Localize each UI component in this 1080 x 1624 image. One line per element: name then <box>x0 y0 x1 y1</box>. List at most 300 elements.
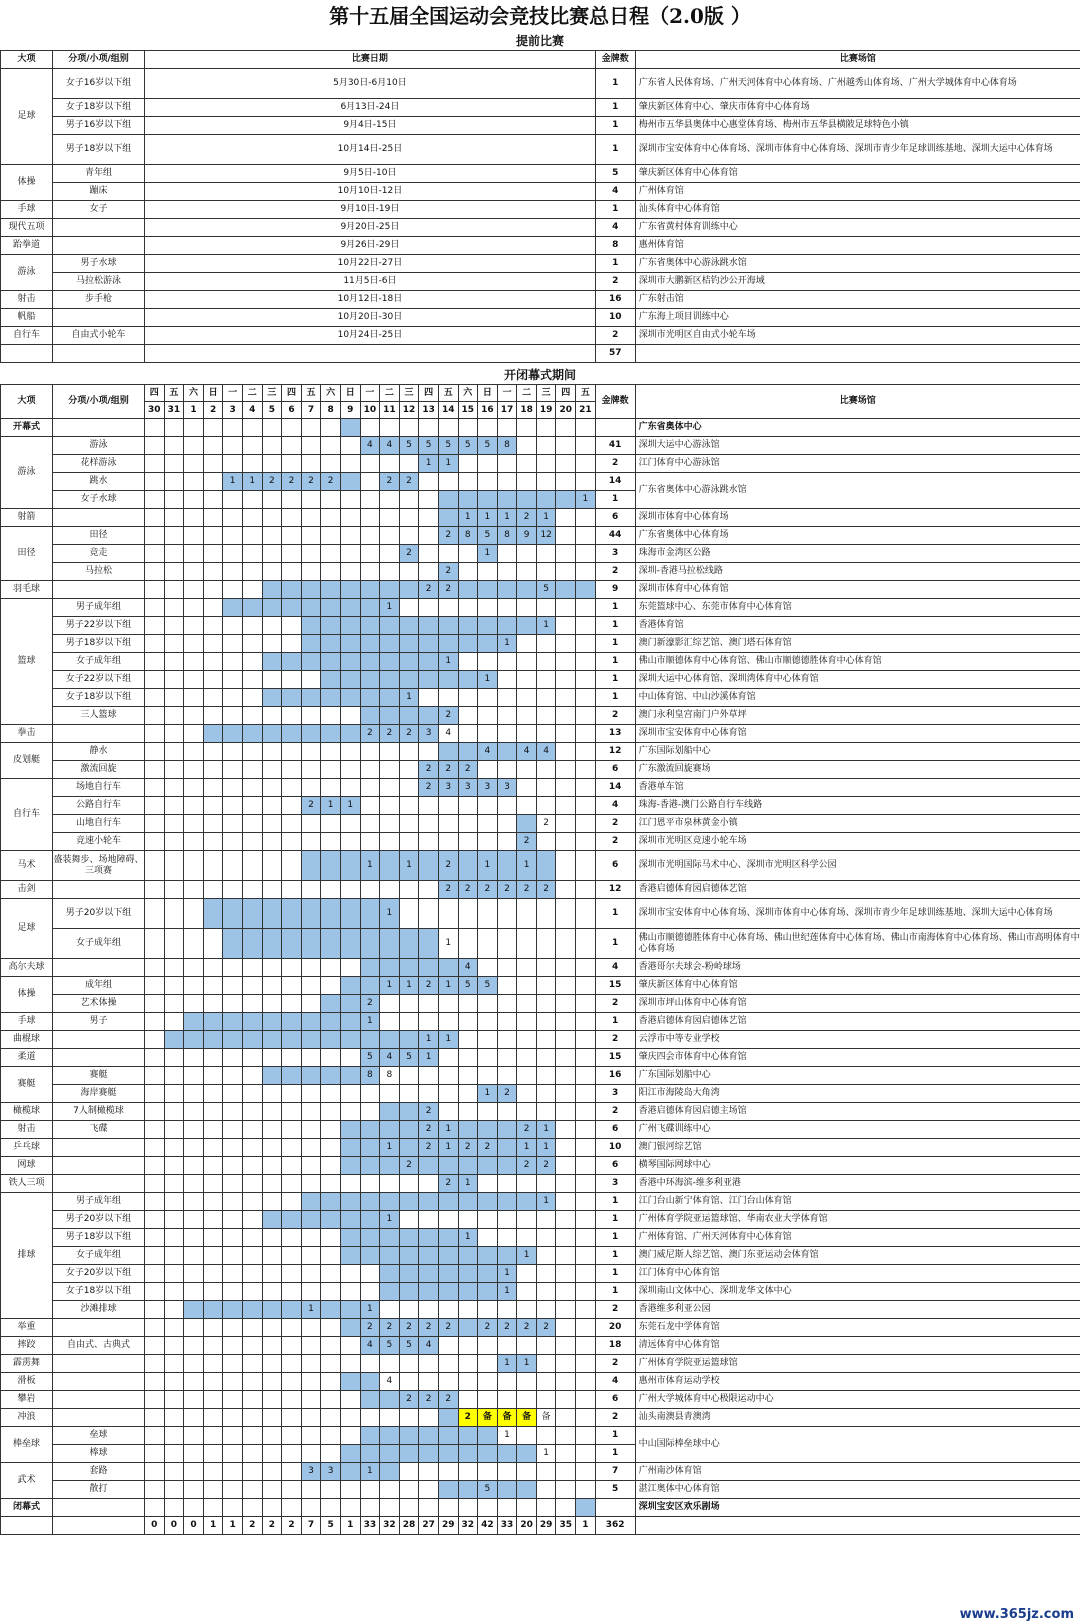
schedule-day-cell <box>203 1373 223 1391</box>
schedule-day-cell: 2 <box>419 1139 439 1157</box>
schedule-day-cell <box>203 1013 223 1031</box>
schedule-day-cell <box>576 617 596 635</box>
schedule-venue: 深圳市体育中心体育场 <box>635 509 1080 527</box>
schedule-sport: 摔跤 <box>1 1337 53 1355</box>
pre-medals: 1 <box>595 99 635 117</box>
schedule-event: 飞碟 <box>53 1121 145 1139</box>
main-header-event: 分项/小项/组别 <box>53 385 145 419</box>
day-cell: 2 <box>203 402 223 419</box>
schedule-day-cell <box>340 833 360 851</box>
schedule-day-cell <box>419 1193 439 1211</box>
schedule-day-cell <box>340 1373 360 1391</box>
schedule-day-cell <box>145 1157 165 1175</box>
schedule-day-cell <box>360 563 380 581</box>
schedule-day-cell <box>321 815 341 833</box>
schedule-day-cell <box>301 689 321 707</box>
schedule-day-cell <box>262 599 282 617</box>
schedule-day-cell <box>242 1409 262 1427</box>
schedule-medals: 1 <box>595 1193 635 1211</box>
schedule-day-cell <box>340 1301 360 1319</box>
schedule-day-cell <box>438 1463 458 1481</box>
schedule-day-cell <box>203 1283 223 1301</box>
schedule-day-cell <box>262 653 282 671</box>
schedule-day-cell <box>203 995 223 1013</box>
schedule-day-cell <box>536 473 556 491</box>
schedule-day-cell: 1 <box>360 1013 380 1031</box>
schedule-day-cell <box>576 815 596 833</box>
schedule-sport: 闭幕式 <box>1 1499 53 1517</box>
schedule-day-cell <box>536 545 556 563</box>
schedule-day-cell <box>340 635 360 653</box>
schedule-event: 赛艇 <box>53 1067 145 1085</box>
schedule-venue: 横琴国际网球中心 <box>635 1157 1080 1175</box>
schedule-day-cell <box>517 1337 537 1355</box>
schedule-day-cell <box>203 1211 223 1229</box>
schedule-sport: 皮划艇 <box>1 743 53 779</box>
weekday-cell: 五 <box>301 385 321 402</box>
schedule-venue: 佛山市顺德体育中心体育馆、佛山市顺德德胜体育中心体育馆 <box>635 653 1080 671</box>
schedule-day-cell <box>556 1013 576 1031</box>
schedule-day-cell <box>556 743 576 761</box>
schedule-venue: 广东国际划船中心 <box>635 743 1080 761</box>
schedule-day-cell <box>282 797 302 815</box>
schedule-day-cell <box>497 851 517 881</box>
schedule-day-cell: 2 <box>517 1121 537 1139</box>
schedule-day-cell <box>262 725 282 743</box>
daily-total: 7 <box>301 1517 321 1535</box>
schedule-day-cell <box>458 491 478 509</box>
schedule-day-cell <box>282 689 302 707</box>
schedule-day-cell <box>242 527 262 545</box>
schedule-day-cell <box>380 527 400 545</box>
pre-total-blank <box>145 345 596 363</box>
schedule-day-cell <box>223 1067 243 1085</box>
schedule-day-cell <box>536 833 556 851</box>
schedule-day-cell <box>164 995 184 1013</box>
schedule-event <box>53 1409 145 1427</box>
schedule-day-cell <box>340 581 360 599</box>
schedule-day-cell <box>556 671 576 689</box>
schedule-day-cell <box>478 635 498 653</box>
schedule-day-cell: 2 <box>321 473 341 491</box>
schedule-day-cell <box>536 671 556 689</box>
schedule-day-cell <box>517 653 537 671</box>
schedule-day-cell <box>419 473 439 491</box>
schedule-day-cell <box>321 1013 341 1031</box>
schedule-day-cell <box>262 1193 282 1211</box>
pre-header-2: 比赛日期 <box>145 51 596 69</box>
schedule-day-cell <box>184 1211 204 1229</box>
schedule-day-cell <box>321 1067 341 1085</box>
schedule-day-cell <box>145 617 165 635</box>
schedule-event: 自由式、古典式 <box>53 1337 145 1355</box>
schedule-day-cell <box>164 1085 184 1103</box>
pre-header-1: 分项/小项/组别 <box>53 51 145 69</box>
schedule-day-cell <box>223 797 243 815</box>
schedule-day-cell <box>262 761 282 779</box>
schedule-day-cell <box>399 635 419 653</box>
schedule-day-cell <box>164 1445 184 1463</box>
schedule-day-cell <box>497 563 517 581</box>
schedule-day-cell <box>517 815 537 833</box>
schedule-day-cell <box>301 899 321 929</box>
schedule-row <box>1 1175 1080 1193</box>
schedule-day-cell <box>399 1409 419 1427</box>
schedule-day-cell <box>536 851 556 881</box>
schedule-day-cell <box>340 527 360 545</box>
schedule-day-cell: 1 <box>438 653 458 671</box>
schedule-venue: 江门台山新宁体育馆、江门台山体育馆 <box>635 1193 1080 1211</box>
schedule-day-cell <box>517 599 537 617</box>
schedule-day-cell <box>340 1049 360 1067</box>
schedule-day-cell <box>340 959 360 977</box>
schedule-day-cell <box>517 1175 537 1193</box>
schedule-event <box>53 509 145 527</box>
schedule-day-cell: 2 <box>399 725 419 743</box>
schedule-medals: 1 <box>595 1211 635 1229</box>
schedule-day-cell <box>458 1499 478 1517</box>
schedule-day-cell <box>360 671 380 689</box>
schedule-day-cell <box>380 1463 400 1481</box>
schedule-day-cell <box>301 1319 321 1337</box>
schedule-venue: 广东省奥体中心游泳跳水馆 <box>635 473 1080 509</box>
schedule-day-cell <box>203 977 223 995</box>
schedule-day-cell <box>360 779 380 797</box>
schedule-day-cell <box>419 1211 439 1229</box>
schedule-venue: 东莞篮球中心、东莞市体育中心体育馆 <box>635 599 1080 617</box>
pre-date: 10月12日-18日 <box>145 291 596 309</box>
schedule-day-cell <box>360 689 380 707</box>
pre-event: 男子水球 <box>53 255 145 273</box>
schedule-day-cell <box>145 437 165 455</box>
schedule-day-cell <box>184 1301 204 1319</box>
daily-total: 1 <box>223 1517 243 1535</box>
schedule-day-cell <box>282 1193 302 1211</box>
pre-sport: 射击 <box>1 291 53 309</box>
day-cell: 9 <box>340 402 360 419</box>
schedule-day-cell: 2 <box>419 1103 439 1121</box>
schedule-day-cell <box>438 545 458 563</box>
day-cell: 6 <box>282 402 302 419</box>
schedule-day-cell <box>282 779 302 797</box>
schedule-day-cell <box>497 797 517 815</box>
schedule-event: 男子18岁以下组 <box>53 1229 145 1247</box>
schedule-day-cell <box>399 563 419 581</box>
schedule-sport: 射箭 <box>1 509 53 527</box>
schedule-day-cell <box>223 653 243 671</box>
schedule-day-cell: 2 <box>360 1319 380 1337</box>
schedule-day-cell <box>536 419 556 437</box>
schedule-day-cell <box>145 833 165 851</box>
schedule-day-cell <box>203 881 223 899</box>
schedule-day-cell <box>576 1301 596 1319</box>
schedule-day-cell <box>242 899 262 929</box>
schedule-day-cell <box>164 653 184 671</box>
schedule-day-cell <box>556 899 576 929</box>
schedule-day-cell <box>203 437 223 455</box>
schedule-day-cell <box>360 617 380 635</box>
schedule-day-cell <box>458 1049 478 1067</box>
schedule-day-cell <box>438 1373 458 1391</box>
schedule-day-cell <box>301 527 321 545</box>
schedule-day-cell: 1 <box>576 491 596 509</box>
schedule-day-cell <box>242 1265 262 1283</box>
schedule-day-cell <box>556 1229 576 1247</box>
schedule-day-cell <box>458 743 478 761</box>
schedule-day-cell <box>419 653 439 671</box>
schedule-event <box>53 1355 145 1373</box>
schedule-day-cell <box>282 491 302 509</box>
schedule-sport: 霹雳舞 <box>1 1355 53 1373</box>
weekday-cell: 四 <box>145 385 165 402</box>
schedule-day-cell <box>536 1337 556 1355</box>
schedule-day-cell <box>164 959 184 977</box>
schedule-day-cell: 2 <box>399 473 419 491</box>
schedule-day-cell <box>517 899 537 929</box>
schedule-day-cell <box>164 473 184 491</box>
schedule-day-cell: 4 <box>360 1337 380 1355</box>
schedule-day-cell <box>223 635 243 653</box>
schedule-row <box>1 743 1080 761</box>
day-cell: 12 <box>399 402 419 419</box>
schedule-day-cell <box>380 1175 400 1193</box>
schedule-venue: 广东省奥体中心体育场 <box>635 527 1080 545</box>
schedule-day-cell: 2 <box>438 581 458 599</box>
schedule-row <box>1 671 1080 689</box>
schedule-day-cell <box>203 1463 223 1481</box>
schedule-sport: 自行车 <box>1 779 53 851</box>
schedule-day-cell: 1 <box>399 977 419 995</box>
schedule-day-cell <box>419 1463 439 1481</box>
pre-sport: 跆拳道 <box>1 237 53 255</box>
schedule-day-cell <box>203 419 223 437</box>
totals-blank <box>1 1517 53 1535</box>
pre-row <box>1 201 1080 219</box>
schedule-day-cell: 1 <box>438 929 458 959</box>
schedule-day-cell <box>497 1337 517 1355</box>
schedule-day-cell <box>458 1121 478 1139</box>
schedule-day-cell <box>497 473 517 491</box>
pre-event: 青年组 <box>53 165 145 183</box>
schedule-sport: 举重 <box>1 1319 53 1337</box>
schedule-day-cell <box>164 1319 184 1337</box>
schedule-day-cell <box>556 797 576 815</box>
schedule-day-cell <box>380 1283 400 1301</box>
schedule-day-cell: 2 <box>399 1157 419 1175</box>
schedule-day-cell <box>438 1067 458 1085</box>
schedule-day-cell <box>380 1157 400 1175</box>
schedule-day-cell <box>536 995 556 1013</box>
schedule-day-cell <box>497 1121 517 1139</box>
schedule-day-cell <box>282 1229 302 1247</box>
schedule-event: 静水 <box>53 743 145 761</box>
schedule-event: 散打 <box>53 1481 145 1499</box>
schedule-day-cell <box>576 527 596 545</box>
pre-date: 10月14日-25日 <box>145 135 596 165</box>
schedule-day-cell <box>145 491 165 509</box>
schedule-day-cell <box>301 1067 321 1085</box>
schedule-venue: 佛山市顺德德胜体育中心体育场、佛山世纪莲体育中心体育场、佛山市南海体育中心体育场、佛山市高明体育中心体育场 <box>635 929 1080 959</box>
schedule-day-cell <box>262 455 282 473</box>
schedule-day-cell <box>517 1229 537 1247</box>
schedule-day-cell: 9 <box>517 527 537 545</box>
schedule-day-cell <box>497 1373 517 1391</box>
schedule-event <box>53 419 145 437</box>
schedule-day-cell <box>556 779 576 797</box>
schedule-day-cell <box>419 1481 439 1499</box>
schedule-day-cell <box>380 743 400 761</box>
schedule-medals: 7 <box>595 1463 635 1481</box>
schedule-day-cell <box>262 1229 282 1247</box>
schedule-day-cell <box>145 929 165 959</box>
schedule-medals: 4 <box>595 959 635 977</box>
schedule-day-cell <box>184 689 204 707</box>
schedule-day-cell <box>497 977 517 995</box>
schedule-day-cell <box>419 899 439 929</box>
schedule-day-cell: 5 <box>458 437 478 455</box>
schedule-day-cell <box>458 419 478 437</box>
schedule-day-cell <box>556 455 576 473</box>
schedule-day-cell <box>262 1121 282 1139</box>
schedule-day-cell <box>340 1193 360 1211</box>
schedule-day-cell <box>145 1283 165 1301</box>
schedule-day-cell <box>301 671 321 689</box>
schedule-day-cell <box>458 725 478 743</box>
schedule-event: 棒球 <box>53 1445 145 1463</box>
daily-total: 20 <box>517 1517 537 1535</box>
schedule-day-cell <box>282 599 302 617</box>
schedule-day-cell <box>419 1427 439 1445</box>
schedule-day-cell <box>184 1157 204 1175</box>
schedule-day-cell <box>301 455 321 473</box>
schedule-day-cell <box>340 851 360 881</box>
schedule-row <box>1 779 1080 797</box>
schedule-day-cell <box>517 1193 537 1211</box>
schedule-day-cell <box>478 707 498 725</box>
schedule-day-cell <box>203 707 223 725</box>
schedule-day-cell <box>399 1427 419 1445</box>
schedule-day-cell: 2 <box>419 581 439 599</box>
schedule-day-cell <box>321 1175 341 1193</box>
schedule-day-cell: 8 <box>458 527 478 545</box>
weekday-cell: 二 <box>517 385 537 402</box>
schedule-day-cell <box>203 1265 223 1283</box>
schedule-day-cell <box>242 1319 262 1337</box>
schedule-day-cell <box>184 1373 204 1391</box>
watermark: www.365jz.com <box>959 1607 1074 1622</box>
schedule-day-cell <box>419 1229 439 1247</box>
pre-medals: 8 <box>595 237 635 255</box>
schedule-day-cell <box>536 1373 556 1391</box>
schedule-day-cell <box>184 1355 204 1373</box>
schedule-day-cell <box>380 491 400 509</box>
schedule-day-cell <box>262 1175 282 1193</box>
schedule-day-cell <box>556 959 576 977</box>
pre-row <box>1 135 1080 165</box>
day-cell: 17 <box>497 402 517 419</box>
schedule-day-cell <box>497 1229 517 1247</box>
schedule-day-cell <box>184 617 204 635</box>
schedule-day-cell <box>360 899 380 929</box>
schedule-day-cell: 5 <box>536 581 556 599</box>
schedule-row <box>1 995 1080 1013</box>
schedule-sport: 攀岩 <box>1 1391 53 1409</box>
schedule-medals: 15 <box>595 977 635 995</box>
schedule-day-cell: 1 <box>380 1139 400 1157</box>
schedule-day-cell <box>164 527 184 545</box>
weekday-cell: 四 <box>556 385 576 402</box>
schedule-day-cell <box>184 1319 204 1337</box>
schedule-day-cell <box>184 599 204 617</box>
schedule-day-cell <box>458 1013 478 1031</box>
schedule-day-cell <box>340 929 360 959</box>
schedule-day-cell <box>419 1409 439 1427</box>
pre-medals: 4 <box>595 183 635 201</box>
schedule-day-cell <box>164 1355 184 1373</box>
schedule-medals: 1 <box>595 617 635 635</box>
schedule-day-cell <box>203 899 223 929</box>
schedule-sport: 武术 <box>1 1463 53 1499</box>
schedule-day-cell <box>203 1355 223 1373</box>
schedule-day-cell <box>340 1247 360 1265</box>
schedule-day-cell <box>223 815 243 833</box>
schedule-medals: 2 <box>595 455 635 473</box>
schedule-day-cell <box>556 707 576 725</box>
schedule-day-cell: 备 <box>497 1409 517 1427</box>
schedule-day-cell <box>321 881 341 899</box>
schedule-day-cell <box>419 1085 439 1103</box>
schedule-day-cell <box>164 635 184 653</box>
schedule-day-cell <box>184 815 204 833</box>
schedule-day-cell <box>478 815 498 833</box>
schedule-day-cell <box>478 689 498 707</box>
schedule-venue: 江门体育中心游泳馆 <box>635 455 1080 473</box>
schedule-day-cell <box>321 1247 341 1265</box>
schedule-venue: 香港维多利亚公园 <box>635 1301 1080 1319</box>
schedule-day-cell <box>282 1445 302 1463</box>
daily-total: 35 <box>556 1517 576 1535</box>
schedule-day-cell <box>399 1283 419 1301</box>
schedule-day-cell <box>536 437 556 455</box>
schedule-day-cell: 2 <box>399 545 419 563</box>
schedule-row <box>1 1355 1080 1373</box>
schedule-medals: 12 <box>595 881 635 899</box>
schedule-day-cell <box>380 1013 400 1031</box>
schedule-day-cell <box>556 617 576 635</box>
schedule-day-cell <box>164 563 184 581</box>
schedule-day-cell: 4 <box>478 743 498 761</box>
weekday-cell: 二 <box>242 385 262 402</box>
schedule-day-cell: 2 <box>438 563 458 581</box>
schedule-row <box>1 1499 1080 1517</box>
schedule-day-cell <box>340 1409 360 1427</box>
schedule-day-cell: 1 <box>497 509 517 527</box>
schedule-day-cell <box>203 581 223 599</box>
schedule-day-cell <box>184 1229 204 1247</box>
weekday-cell: 五 <box>576 385 596 402</box>
weekday-cell: 三 <box>536 385 556 402</box>
schedule-day-cell: 备 <box>478 1409 498 1427</box>
schedule-day-cell: 1 <box>438 1139 458 1157</box>
schedule-day-cell: 5 <box>419 437 439 455</box>
schedule-day-cell: 1 <box>360 1463 380 1481</box>
schedule-day-cell <box>458 1445 478 1463</box>
schedule-day-cell <box>497 707 517 725</box>
schedule-day-cell <box>340 1337 360 1355</box>
schedule-day-cell: 5 <box>438 437 458 455</box>
schedule-day-cell <box>438 599 458 617</box>
schedule-day-cell <box>282 419 302 437</box>
